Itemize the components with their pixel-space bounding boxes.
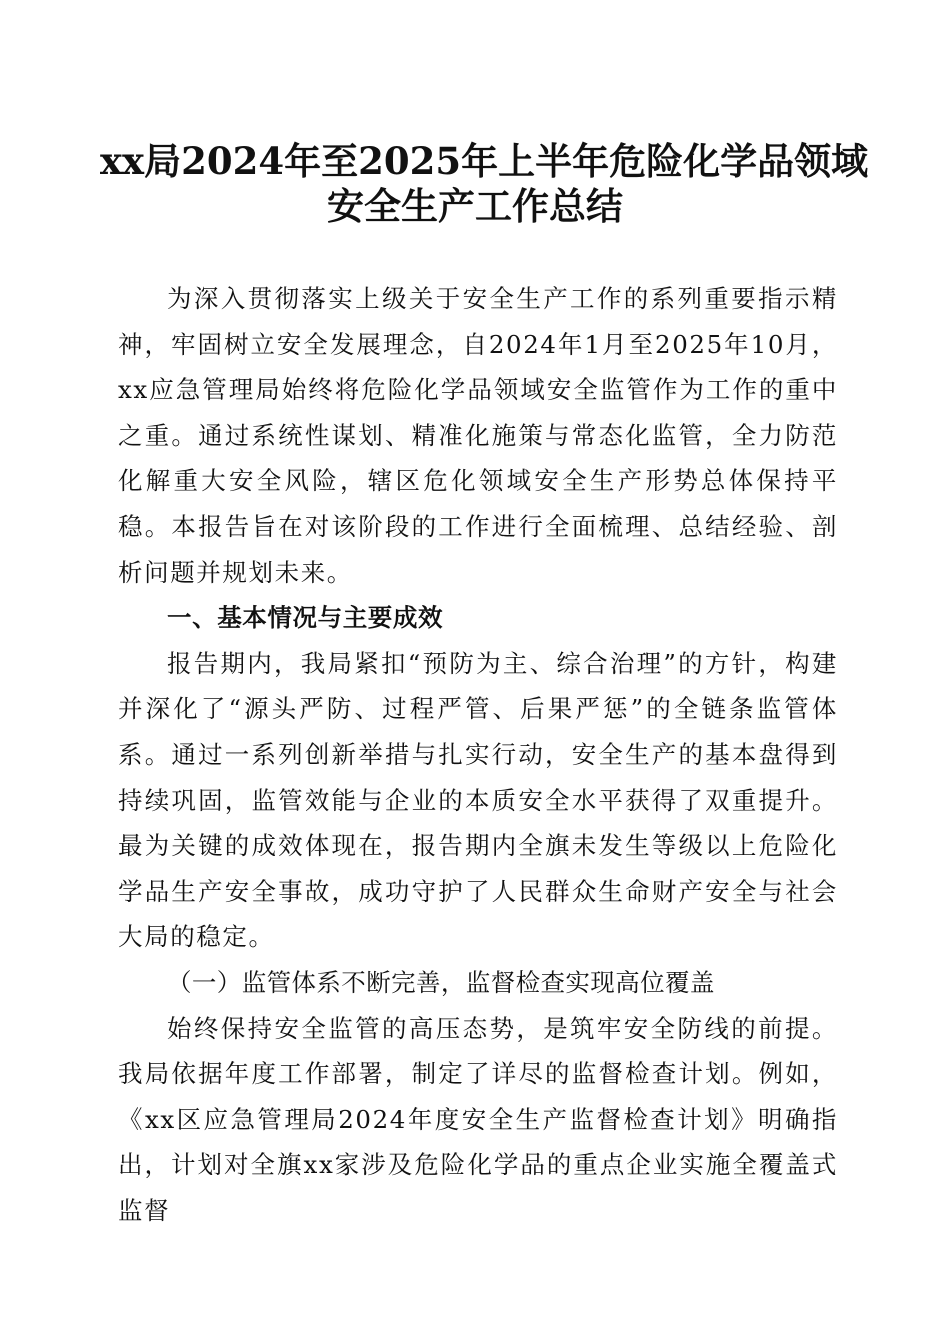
subsection-paragraph: 始终保持安全监管的高压态势，是筑牢安全防线的前提。我局依据年度工作部署，制定了详尽的监督检查计划。例如，《xx区应急管理局2024年度安全生产监督检查计划》明确指出，计划对全旗xx家涉及危险化学品的重点企业实施全覆盖式监督 — [118, 1013, 838, 1225]
section-heading-basic-situation: 一、基本情况与主要成效 — [167, 603, 444, 633]
document-title-line-1: xx局2024年至2025年上半年危险化学品领域 — [100, 139, 869, 183]
document-title-line-2: 安全生产工作总结 — [327, 184, 623, 228]
intro-paragraph: 为深入贯彻落实上级关于安全生产工作的系列重要指示精神，牢固树立安全发展理念，自2024年1月至2025年10月，xx应急管理局始终将危险化学品领域安全监管作为工作的重中之重。通过系统性谋划、精准化施策与常态化监管，全力防范化解重大安全风险，辖区危化领域安全生产形势总体保持平稳。本报告旨在对该阶段的工作进行全面梳理、总结经验、剖析问题并规划未来。 — [118, 284, 838, 587]
section-paragraph: 报告期内，我局紧扣“预防为主、综合治理”的方针，构建并深化了“源头严防、过程严管、后果严惩”的全链条监管体系。通过一系列创新举措与扎实行动，安全生产的基本盘得到持续巩固，监管效能与企业的本质安全水平获得了双重提升。最为关键的成效体现在，报告期内全旗未发生等级以上危险化学品生产安全事故，成功守护了人民群众生命财产安全与社会大局的稳定。 — [118, 648, 838, 952]
subsection-heading-supervision: （一）监管体系不断完善，监督检查实现高位覆盖 — [167, 967, 715, 997]
document-body — [118, 276, 838, 1233]
